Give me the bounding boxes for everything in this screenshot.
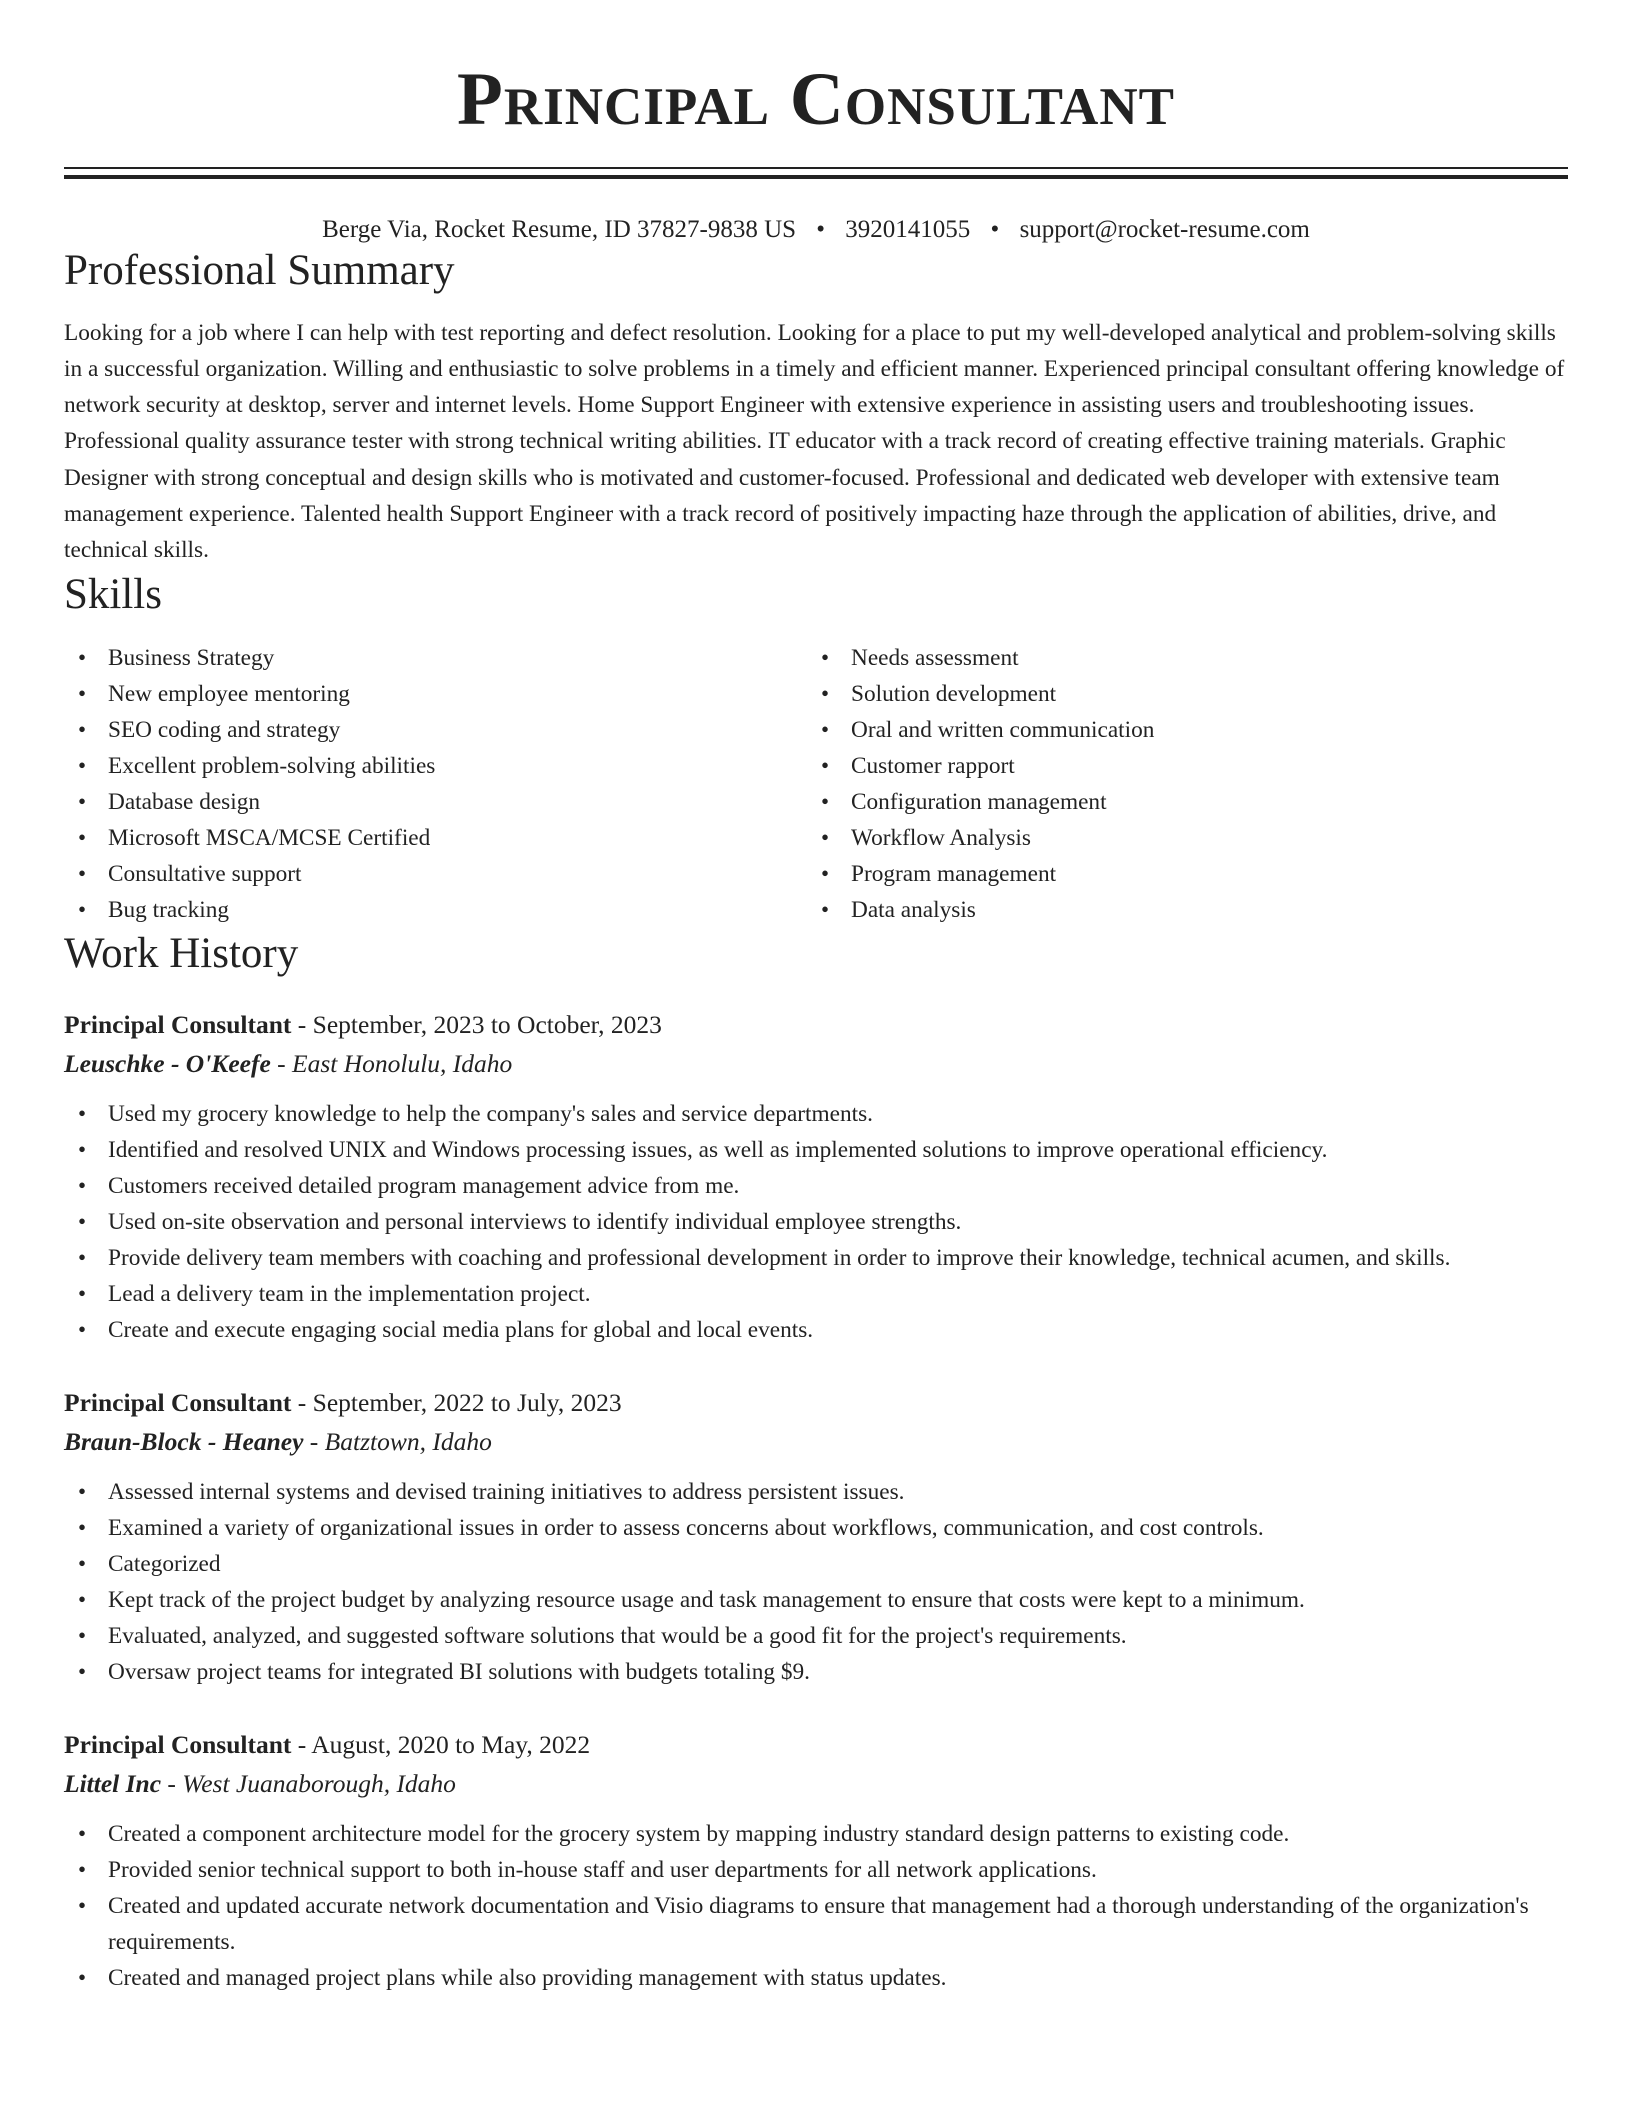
job-bullet: • Provide delivery team members with coaching and professional development in order to improve their knowledge, technical acumen, and skills. bbox=[64, 1240, 1568, 1276]
job-title-line bbox=[64, 1726, 1568, 1764]
job-bullet: • Assessed internal systems and devised training initiatives to address persistent issues. bbox=[64, 1474, 1568, 1510]
job-dates: September, 2023 to October, 2023 bbox=[312, 1009, 662, 1039]
job-title-line bbox=[64, 1006, 1568, 1044]
job-bullet: • Lead a delivery team in the implementation project. bbox=[64, 1276, 1568, 1312]
job-company: Littel Inc bbox=[64, 1768, 162, 1798]
skill-item: • Oral and written communication bbox=[807, 712, 1154, 748]
skill-item: • Excellent problem-solving abilities bbox=[64, 748, 807, 784]
job-title: Principal Consultant bbox=[64, 1387, 292, 1417]
contact-separator: • bbox=[816, 216, 826, 243]
contact-address: Berge Via, Rocket Resume, ID 37827-9838 US bbox=[322, 216, 797, 243]
job-dash: - bbox=[277, 1048, 293, 1078]
header-divider-thick bbox=[64, 175, 1568, 179]
skill-item: • New employee mentoring bbox=[64, 676, 807, 712]
job-location: West Juanaborough, Idaho bbox=[182, 1768, 456, 1798]
job-bullet: • Used my grocery knowledge to help the company's sales and service departments. bbox=[64, 1096, 1568, 1132]
summary-text: Looking for a job where I can help with test reporting and defect resolution. Looking for a place to put my well-developed analytical and problem-solving skills in a successful organization. Willing and enthusiastic to solve problems in a timely and efficient manner. Experienced principal consultant offering knowledge of network security at desktop, server and internet levels. Home Support Engineer with extensive experience in assisting users and troubleshooting issues. Professional quality assurance tester with strong technical writing abilities. IT educator with a track record of creating effective training materials. Graphic Designer with strong conceptual and design skills who is motivated and customer-focused. Professional and dedicated web developer with extensive team management experience. Talented health Support Engineer with a track record of positively impacting haze through the application of abilities, drive, and technical skills. bbox=[64, 319, 1565, 564]
skill-item: • Consultative support bbox=[64, 856, 807, 892]
job-dash: - bbox=[297, 1387, 313, 1417]
job-bullet: • Created a component architecture model for the grocery system by mapping industry standard design patterns to existing code. bbox=[64, 1816, 1568, 1852]
job-bullet: • Customers received detailed program management advice from me. bbox=[64, 1168, 1568, 1204]
job-bullets bbox=[64, 1816, 1568, 1996]
skills-column-left bbox=[64, 640, 807, 928]
skills-list bbox=[64, 640, 1568, 928]
job-bullet: • Kept track of the project budget by analyzing resource usage and task management to ensure that costs were kept to a minimum. bbox=[64, 1582, 1568, 1618]
skill-item: • Bug tracking bbox=[64, 892, 807, 928]
job-company: Braun-Block - Heaney bbox=[64, 1426, 304, 1456]
job-location: Batztown, Idaho bbox=[324, 1426, 492, 1456]
job-bullet: • Oversaw project teams for integrated BI solutions with budgets totaling $9. bbox=[64, 1654, 1568, 1690]
job-title: Principal Consultant bbox=[64, 1729, 292, 1759]
job-entry bbox=[64, 1726, 1568, 1996]
skills-column-right bbox=[807, 640, 1154, 928]
job-bullet: • Create and execute engaging social media plans for global and local events. bbox=[64, 1312, 1568, 1348]
skill-item: • Microsoft MSCA/MCSE Certified bbox=[64, 820, 807, 856]
resume-name: Principal Consultant bbox=[457, 58, 1175, 141]
job-dates: August, 2020 to May, 2022 bbox=[311, 1729, 591, 1759]
job-bullet: • Created and updated accurate network documentation and Visio diagrams to ensure that management had a thorough understanding of the organization's requirements. bbox=[64, 1888, 1568, 1960]
skill-item: • SEO coding and strategy bbox=[64, 712, 807, 748]
skill-item: • Customer rapport bbox=[807, 748, 1154, 784]
skill-item: • Configuration management bbox=[807, 784, 1154, 820]
job-location: East Honolulu, Idaho bbox=[292, 1048, 513, 1078]
skill-item: • Workflow Analysis bbox=[807, 820, 1154, 856]
skill-item: • Needs assessment bbox=[807, 640, 1154, 676]
job-dash: - bbox=[297, 1729, 312, 1759]
skill-item: • Business Strategy bbox=[64, 640, 807, 676]
skill-item: • Program management bbox=[807, 856, 1154, 892]
job-dash: - bbox=[309, 1426, 325, 1456]
job-company-line bbox=[64, 1764, 1568, 1804]
work-history-heading: Work History bbox=[64, 930, 299, 978]
summary-heading: Professional Summary bbox=[64, 247, 455, 294]
job-dash: - bbox=[297, 1009, 313, 1039]
job-title: Principal Consultant bbox=[64, 1009, 292, 1039]
job-bullet: • Identified and resolved UNIX and Windows processing issues, as well as implemented solutions to improve operational efficiency. bbox=[64, 1132, 1568, 1168]
job-entry bbox=[64, 1006, 1568, 1348]
skill-item: • Solution development bbox=[807, 676, 1154, 712]
skill-item: • Database design bbox=[64, 784, 807, 820]
contact-phone: 3920141055 bbox=[845, 216, 971, 243]
job-bullet: • Provided senior technical support to both in-house staff and user departments for all network applications. bbox=[64, 1852, 1568, 1888]
skills-heading: Skills bbox=[64, 570, 162, 618]
job-bullets bbox=[64, 1474, 1568, 1690]
contact-line bbox=[64, 215, 1568, 245]
contact-email: support@rocket-resume.com bbox=[1019, 216, 1310, 243]
job-company-line bbox=[64, 1044, 1568, 1084]
contact-separator: • bbox=[990, 216, 1000, 243]
header-divider-thin bbox=[64, 167, 1568, 169]
job-title-line bbox=[64, 1384, 1568, 1422]
job-bullet: • Examined a variety of organizational issues in order to assess concerns about workflows, communication, and cost controls. bbox=[64, 1510, 1568, 1546]
job-bullet: • Evaluated, analyzed, and suggested software solutions that would be a good fit for the project's requirements. bbox=[64, 1618, 1568, 1654]
job-company: Leuschke - O'Keefe bbox=[64, 1048, 271, 1078]
job-bullet: • Categorized bbox=[64, 1546, 1568, 1582]
job-dates: September, 2022 to July, 2023 bbox=[312, 1387, 622, 1417]
job-dash: - bbox=[167, 1768, 183, 1798]
job-bullet: • Used on-site observation and personal interviews to identify individual employee strengths. bbox=[64, 1204, 1568, 1240]
job-company-line bbox=[64, 1422, 1568, 1462]
job-bullets bbox=[64, 1096, 1568, 1348]
job-entry bbox=[64, 1384, 1568, 1690]
job-bullet: • Created and managed project plans while also providing management with status updates. bbox=[64, 1960, 1568, 1996]
skill-item: • Data analysis bbox=[807, 892, 1154, 928]
